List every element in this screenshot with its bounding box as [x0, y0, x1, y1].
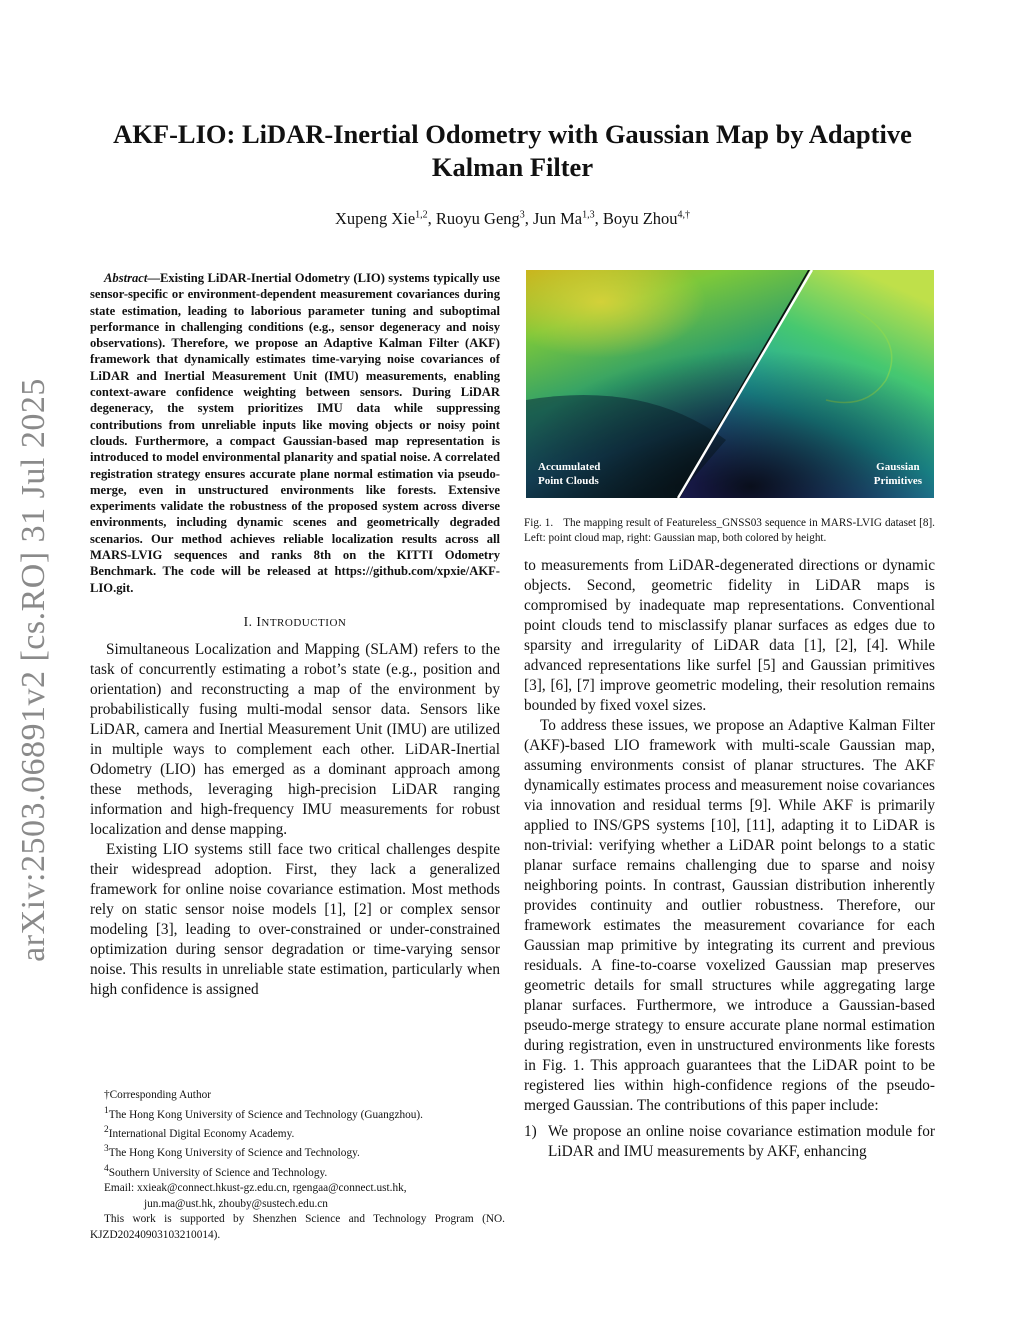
author-affiliation: 1,2 — [415, 209, 428, 221]
footnote-affiliation: $^4$Southern University of Science and Technology. — [104, 1163, 328, 1179]
paragraph: To address these issues, we propose an Adaptive Kalman Filter (AKF)-based LIO framework with multi-scale Gaussian map, assuming environments consist of planar structures. The AKF dynamically estimates process and measurement noise covariances via innovation and residual terms [9]. While AKF is primarily applied to INS/GPS systems [10], [11], adapting it to LiDAR is non-trivial: verifying whether a LiDAR point belongs to a static planar surface remains challenging due to sparse and noisy neighboring points. In contrast, Gaussian distribution inherently provides continuity and outlier robustness. Therefore, our framework estimates the measurement covariance for each Gaussian map primitive by integrating its current and previous residuals. A fine-to-coarse voxelized Gaussian map preserves geometric details for small structures while aggregating large planar surfaces. Furthermore, we introduce a Gaussian-based pseudo-merge strategy to ensure accurate plane normal estimation during registration, even in unstructured environments like forests in Fig. 1. This approach guarantees that the LiDAR point to be registered lies within high-confidence regions of the pseudo-merged Gaussian. The contributions of this paper include: — [524, 717, 935, 1114]
footnote-email: Email: xxieak@connect.hkust-gz.edu.cn, rgengaa@connect.ust.hk, — [104, 1182, 407, 1195]
author-affiliation: 1,3 — [582, 209, 595, 221]
section-title-rest: NTRODUCTION — [261, 616, 347, 629]
right-column — [524, 270, 935, 1162]
author-name: Boyu Zhou — [602, 209, 678, 228]
paragraph: Existing LIO systems still face two critical challenges despite their widespread adoption. First, they lack a generalized framework for online noise covariance estimation. Most methods rely on static sensor noise models [1], [2] or complex sensor modeling [3], leading to over-constrained or under-constrained optimization during sensor degradation or time-varying sensor noise. This results in unreliable state estimation, particularly when high confidence is assigned — [90, 840, 500, 998]
author-affiliation: 3 — [519, 209, 525, 221]
figure-caption-text: The mapping result of Featureless_GNSS03 sequence in MARS-LVIG dataset [8]. Left: point cloud map, right: Gaussian map, both colored by height. — [524, 517, 935, 544]
paragraph: to measurements from LiDAR-degenerated directions or dynamic objects. Second, geometric fidelity in LiDAR maps is compromised by inadequate map representations. Conventional point clouds tend to misclassify planar surfaces as edges due to sparsity and irregularity of LiDAR data [1], [2], [4]. While advanced representations like surfel [5] and Gaussian primitives [3], [6], [7] improve geometric modeling, their resolution remains bounded by fixed voxel sizes. — [524, 557, 935, 714]
figure-label-point-clouds: Accumulated Point Clouds — [538, 461, 601, 487]
author-list: Xupeng Xie$^{1,2}$, Ruoyu Geng$^3$, Jun Ma$^{1,3}$, Boyu Zhou$^{4,\dagger}$ — [334, 209, 691, 228]
author-name: Jun Ma — [533, 209, 583, 228]
abstract-lead: Abstract — [104, 271, 148, 285]
abstract-dash: — — [147, 271, 160, 285]
list-item — [524, 1122, 935, 1162]
arxiv-stamp — [2, 380, 66, 960]
contribution-list — [524, 1122, 935, 1162]
paragraph: Simultaneous Localization and Mapping (SLAM) refers to the task of concurrently estimating a robot’s state (e.g., position and orientation) and reconstructing a map of the environment by probabilistically fusing multi-modal sensor data. Sensors like LiDAR, camera and Inertial Measurement Unit (IMU) are utilized in multiple ways to complement each other. LiDAR-Inertial Odometry (LIO) has emerged as a dominant approach among these methods, leveraging high-precision LiDAR ranging information and high-frequency IMU measurements for robust localization and dense mapping. — [90, 640, 500, 838]
footnote-affiliation: $^1$The Hong Kong University of Science and Technology (Guangzhou). — [104, 1105, 423, 1121]
figure-label-gaussian: Gaussian Primitives — [873, 461, 922, 487]
footnotes — [90, 1088, 505, 1243]
figure-number: Fig. 1. — [524, 517, 554, 529]
figure-caption — [524, 516, 935, 546]
arxiv-id: arXiv:2503.06891v2 [cs.RO] 31 Jul 2025 — [15, 378, 52, 962]
footnote-corresponding: †Corresponding Author — [104, 1089, 212, 1101]
footnote-email-cont: jun.ma@ust.hk, zhouby@sustech.edu.cn — [144, 1197, 328, 1210]
paper-title: AKF-LIO: LiDAR-Inertial Odometry with Gaussian Map by Adaptive Kalman Filter — [113, 119, 912, 182]
list-item-number: 1) — [524, 1123, 537, 1140]
abstract — [90, 270, 500, 596]
author-name: Xupeng Xie — [334, 209, 416, 228]
left-column — [90, 270, 500, 1000]
footnote-affiliation: $^2$International Digital Economy Academy. — [104, 1124, 295, 1140]
section-title-initial: I — [256, 613, 262, 629]
footnote-affiliation: $^3$The Hong Kong University of Science and Technology. — [104, 1144, 360, 1160]
author-name: Ruoyu Geng — [435, 209, 520, 228]
section-heading — [90, 614, 500, 630]
footnote-funding: This work is supported by Shenzhen Science and Technology Program (NO. KJZD20240903103210014). — [90, 1213, 505, 1241]
abstract-text: Existing LiDAR-Inertial Odometry (LIO) systems typically use sensor-specific or environment-dependent measurement covariances during state estimation, leading to laborious parameter tuning and suboptimal performance in challenging conditions (e.g., sensor degeneracy and noisy observations). Therefore, we propose an Adaptive Kalman Filter (AKF) framework that dynamically estimates time-varying noise covariances of LiDAR and Inertial Measurement Unit (IMU) measurements, enabling context-aware confidence weighting between sensors. During LiDAR degeneracy, the system prioritizes IMU data while suppressing contributions from unreliable inputs like moving objects or noisy point clouds. Furthermore, a compact Gaussian-based map representation is introduced to model environmental planarity and spatial noise. A correlated registration strategy ensures accurate plane normal estimation via pseudo-merge, even in unstructured environments like forests. Extensive experiments validate the robustness of the proposed system across diverse environments, including dynamic scenes and geometrically degraded scenarios. Our method achieves reliable localization results across all MARS-LVIG sequences and ranks 8th on the KITTI Odometry Benchmark. The code will be released at https://github.com/xpxie/AKF-LIO.git. — [90, 271, 500, 595]
list-item-text: We propose an online noise covariance estimation module for LiDAR and IMU measurements by AKF, enhancing — [548, 1123, 935, 1160]
author-affiliation: 4,† — [677, 209, 691, 221]
section-number: I. — [243, 613, 253, 629]
figure-mapping-result — [526, 270, 934, 498]
